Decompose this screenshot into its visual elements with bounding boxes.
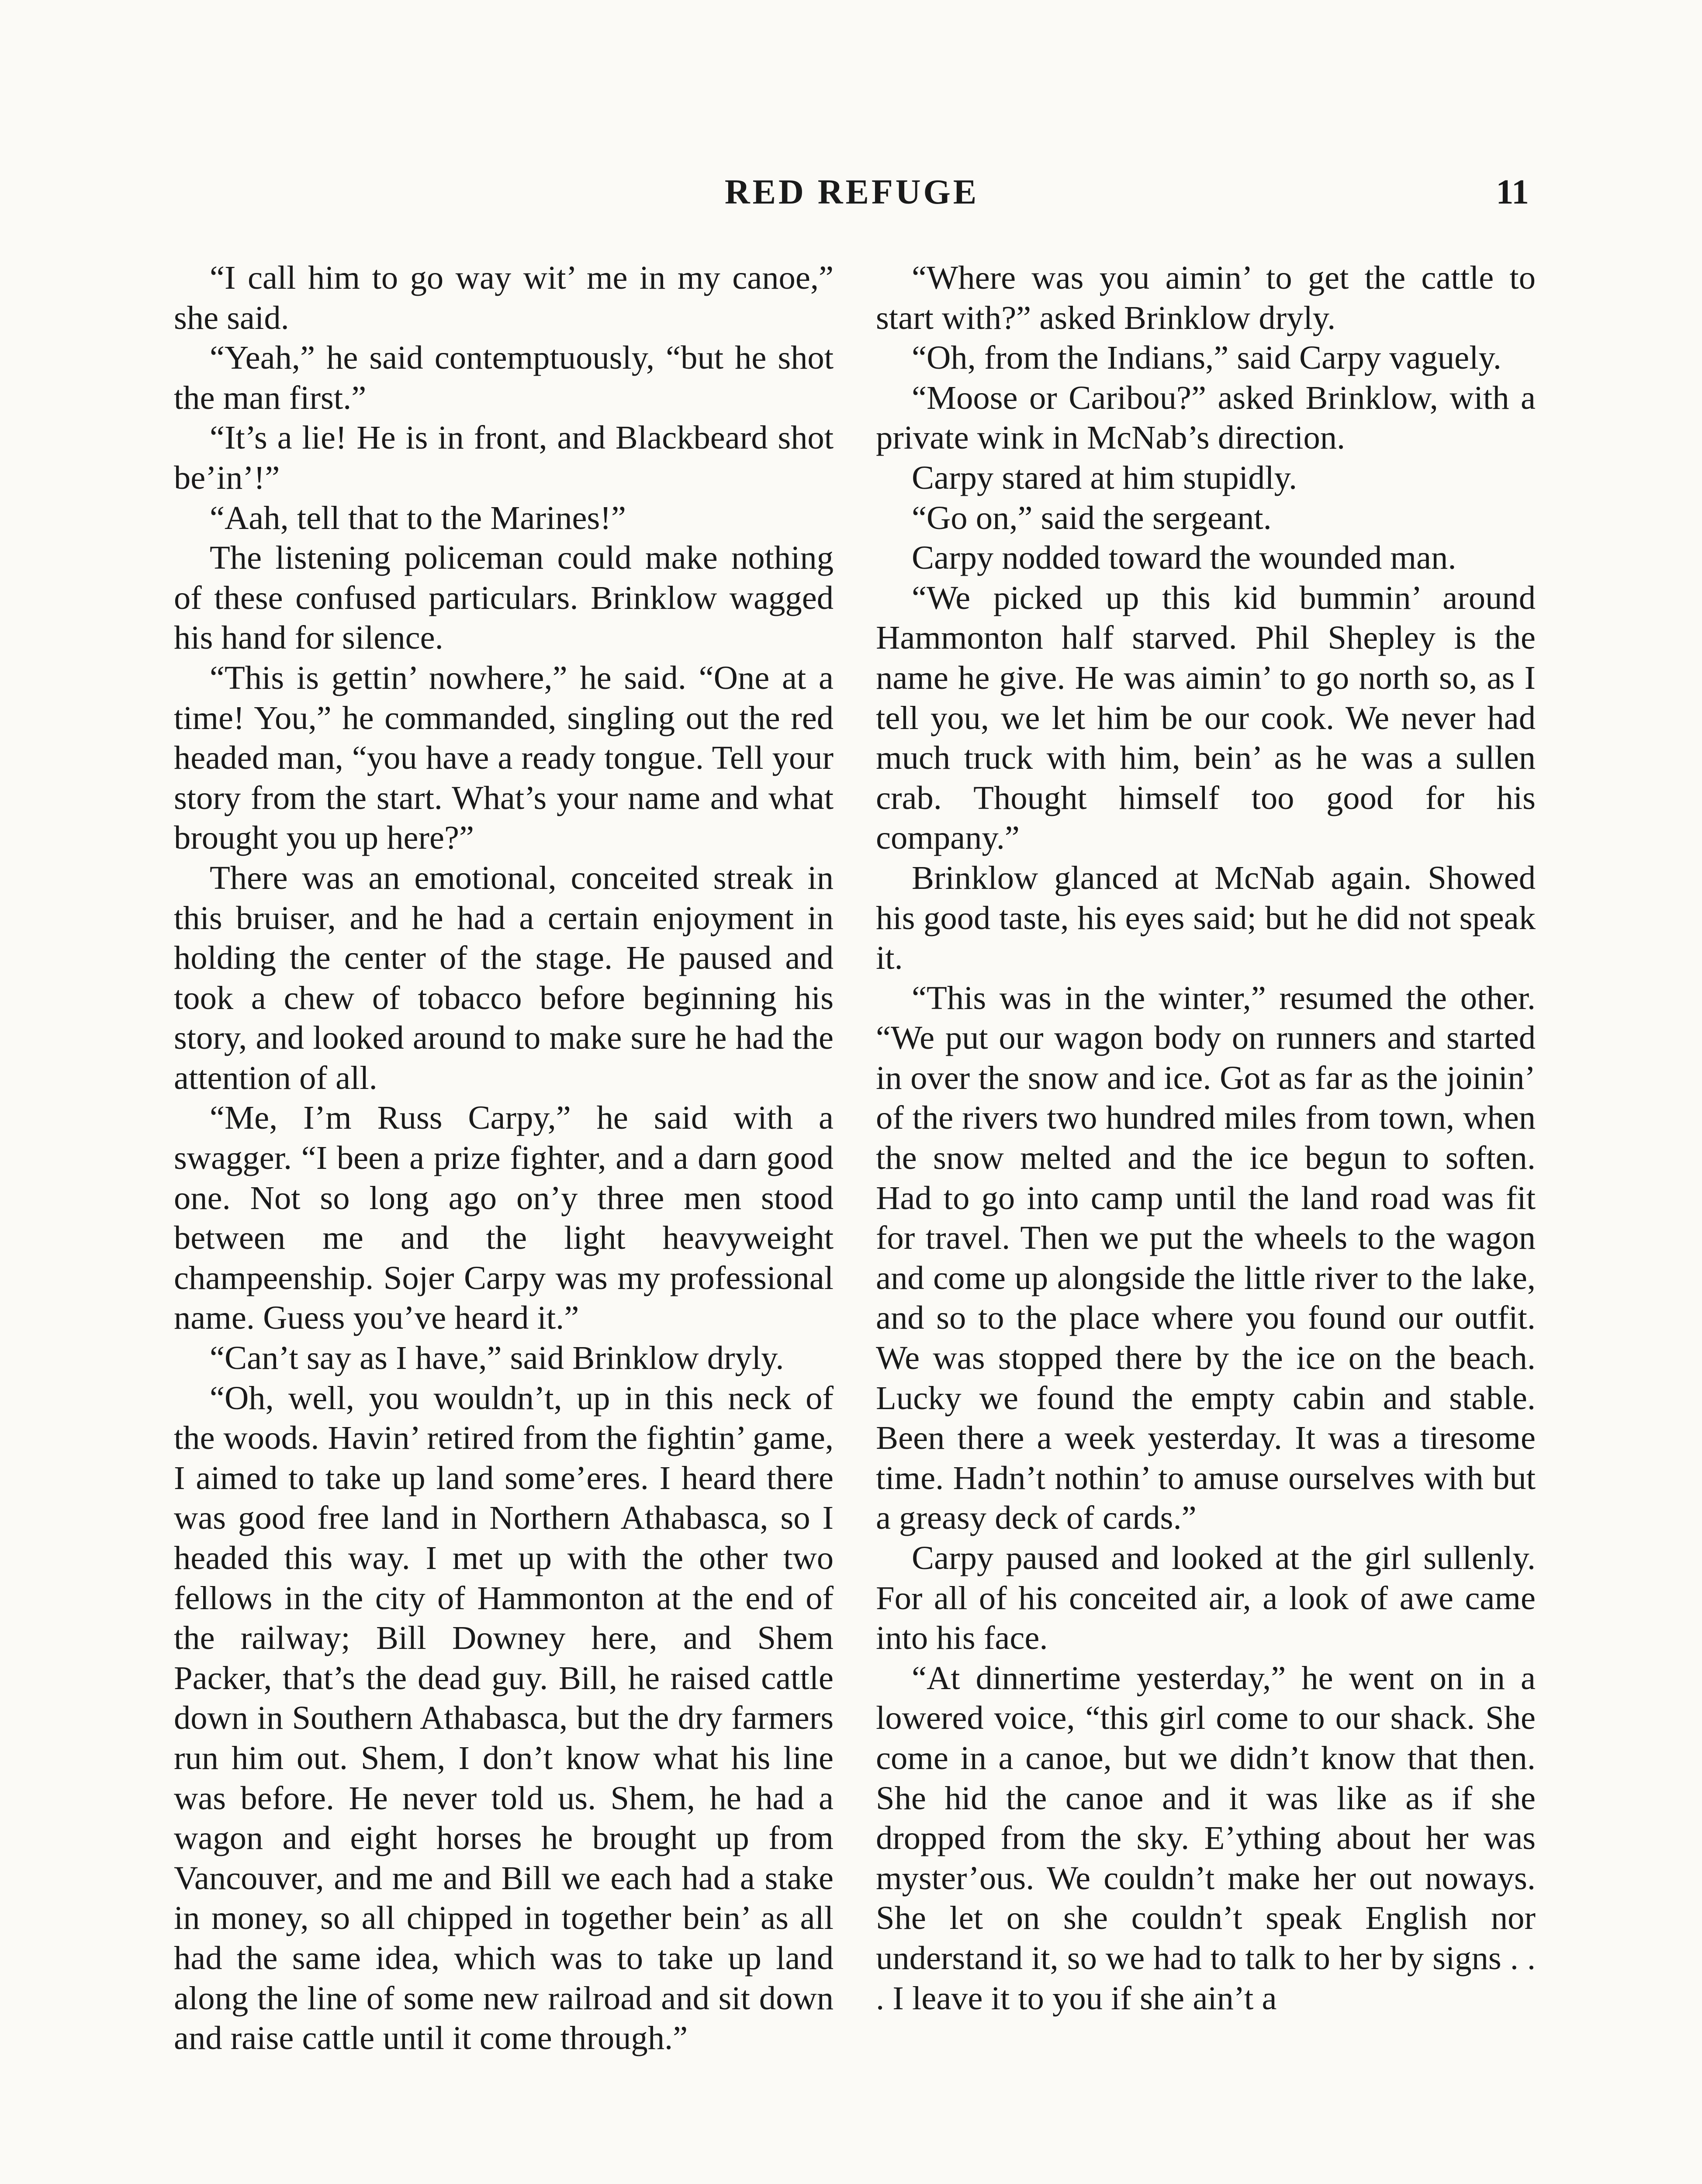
paragraph: “It’s a lie! He is in front, and Blackbeard shot be’in’!” (174, 419, 834, 496)
paragraph: Carpy nodded toward the wounded man. (912, 539, 1456, 577)
paragraph: “We picked up this kid bummin’ around Hammonton half starved. Phil Shepley is the name he give. He was aimin’ to go north so, as I tell you, we let him be our cook. We never had much truck with him, bein’ as he was a sullen crab. Thought himself too good for his company.” (876, 579, 1536, 857)
paragraph: Carpy paused and looked at the girl sullenly. For all of his conceited air, a look of awe came into his face. (876, 1539, 1536, 1657)
paragraph: The listening policeman could make nothing of these confused particulars. Brinklow wagged his hand for silence. (174, 539, 834, 657)
paragraph: “At dinnertime yesterday,” he went on in a lowered voice, “this girl come to our shack. She come in a canoe, but we didn’t know that then. She hid the canoe and it was like as if she dropped from the sky. E’ything about her was myster’ous. We couldn’t make her out noways. She let on she couldn’t speak English nor understand it, so we had to talk to her by signs . . . I leave it to you if she ain’t a (876, 1659, 1536, 2017)
right-column (876, 258, 1536, 2018)
paragraph: “I call him to go way wit’ me in my canoe,” she said. (174, 259, 834, 336)
paragraph: “Aah, tell that to the Marines!” (210, 499, 626, 536)
paragraph: “Oh, from the Indians,” said Carpy vaguely. (912, 339, 1501, 377)
paragraph: Carpy stared at him stupidly. (912, 459, 1297, 496)
paragraph: “Moose or Caribou?” asked Brinklow, with a private wink in McNab’s direction. (876, 379, 1536, 456)
paragraph: “Where was you aimin’ to get the cattle to start with?” asked Brinklow dryly. (876, 259, 1536, 336)
paragraph: “Me, I’m Russ Carpy,” he said with a swagger. “I been a prize fighter, and a darn good one. Not so long ago on’y three men stood between me and the light heavyweight champeenship. Sojer Carpy was my professional name. Guess you’ve heard it.” (174, 1099, 834, 1337)
paragraph: “This was in the winter,” resumed the other. “We put our wagon body on runners and started in over the snow and ice. Got as far as the joinin’ of the rivers two hundred miles from town, when the snow melted and the ice begun to soften. Had to go into camp until the land road was fit for travel. Then we put the wheels to the wagon and come up alongside the little river to the lake, and so to the place where you found our outfit. We was stopped there by the ice on the beach. Lucky we found the empty cabin and stable. Been there a week yesterday. It was a tiresome time. Hadn’t nothin’ to amuse ourselves with but a greasy deck of cards.” (876, 979, 1536, 1537)
paragraph: “Can’t say as I have,” said Brinklow dryly. (210, 1339, 784, 1377)
paragraph: Brinklow glanced at McNab again. Showed his good taste, his eyes said; but he did not speak it. (876, 859, 1536, 977)
page-number: 11 (1496, 173, 1529, 211)
paragraph: “Go on,” said the sergeant. (912, 499, 1272, 536)
paragraph: “Yeah,” he said contemptuously, “but he shot the man first.” (174, 339, 834, 416)
paragraph: “Oh, well, you wouldn’t, up in this neck of the woods. Havin’ retired from the fightin’ game, I aimed to take up land some’eres. I heard there was good free land in Northern Athabasca, so I headed this way. I met up with the other two fellows in the city of Hammonton at the end of the railway; Bill Downey here, and Shem Packer, that’s the dead guy. Bill, he raised cattle down in Southern Athabasca, but the dry farmers run him out. Shem, I don’t know what his line was before. He never told us. Shem, he had a wagon and eight horses he brought up from Vancouver, and me and Bill we each had a stake in money, so all chipped in together bein’ as all had the same idea, which was to take up land along the line of some new railroad and sit down and raise cattle until it come through.” (174, 1379, 834, 2057)
page-header (175, 173, 1529, 221)
running-title: RED REFUGE (724, 173, 979, 211)
paragraph: “This is gettin’ nowhere,” he said. “One at a time! You,” he commanded, singling out the red headed man, “you have a ready tongue. Tell your story from the start. What’s your name and what brought you up here?” (174, 659, 834, 857)
paragraph: There was an emotional, conceited streak in this bruiser, and he had a certain enjoyment in holding the center of the stage. He paused and took a chew of tobacco before beginning his story, and looked around to make sure he had the attention of all. (174, 859, 834, 1096)
left-column (174, 258, 834, 2058)
